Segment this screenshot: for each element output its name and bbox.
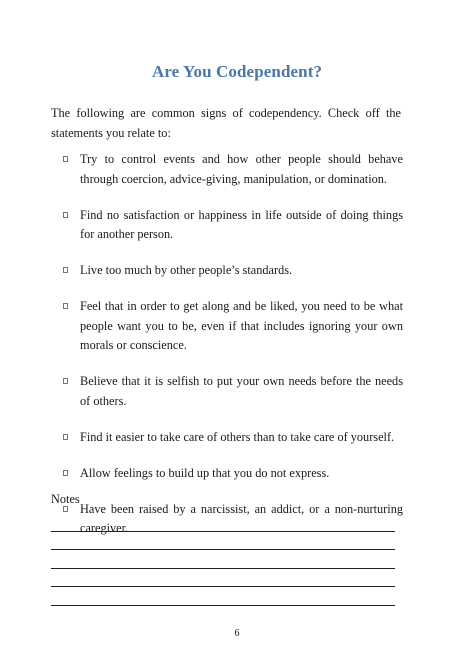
checklist-item xyxy=(63,150,403,189)
checklist-item xyxy=(63,428,403,448)
checklist-item-text: Find it easier to take care of others than to take care of yourself. xyxy=(80,429,395,444)
checklist-item-text: Feel that in order to get along and be liked, you need to be what people want you to be, even if that includes ignoring your own morals or conscience. xyxy=(80,299,403,352)
notes-line[interactable] xyxy=(51,568,395,569)
checklist-item-text: Find no satisfaction or happiness in life outside of doing things for another person. xyxy=(80,207,403,241)
checkbox[interactable] xyxy=(63,470,68,476)
checklist-item xyxy=(63,297,403,356)
checklist-item-text: Try to control events and how other people should behave through coercion, advice-giving, manipulation, or domination. xyxy=(80,152,403,186)
notes-line[interactable] xyxy=(51,586,395,587)
checkbox[interactable] xyxy=(63,303,68,309)
checkbox[interactable] xyxy=(63,267,68,273)
notes-label: Notes xyxy=(51,492,80,506)
checklist-item-text: Allow feelings to build up that you do not express. xyxy=(80,465,330,480)
checklist-item xyxy=(63,261,403,281)
checklist-item xyxy=(63,500,403,539)
notes-line[interactable] xyxy=(51,605,395,606)
checklist-item xyxy=(63,372,403,411)
checklist-item xyxy=(63,464,403,484)
checkbox[interactable] xyxy=(63,434,68,440)
notes-line[interactable] xyxy=(51,531,395,532)
checklist-item-text: Have been raised by a narcissist, an addict, or a non-nurturing caregiver. xyxy=(80,501,403,535)
checkbox[interactable] xyxy=(63,212,68,218)
notes-line[interactable] xyxy=(51,549,395,550)
checklist-item xyxy=(63,206,403,245)
checkbox[interactable] xyxy=(63,378,68,384)
page-title: Are You Codependent? xyxy=(151,62,323,81)
checklist-item-text: Believe that it is selfish to put your own needs before the needs of others. xyxy=(80,374,403,408)
page-number: 6 xyxy=(234,628,240,639)
checklist xyxy=(63,150,403,555)
checklist-item-text: Live too much by other people’s standards. xyxy=(80,263,293,277)
checkbox[interactable] xyxy=(63,156,68,162)
intro-paragraph: The following are common signs of codependency. Check off the statements you relate to: xyxy=(51,106,401,140)
